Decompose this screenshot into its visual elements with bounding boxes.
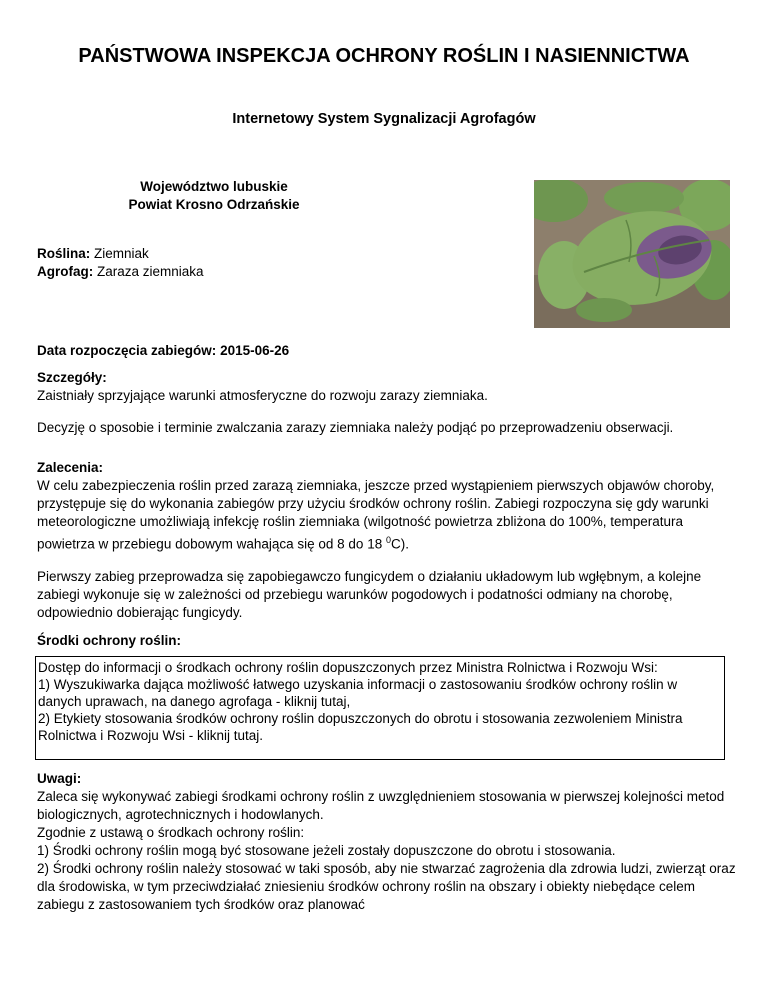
start-date-value: 2015-06-26 (220, 343, 290, 358)
notes-p1: Zaleca się wykonywać zabiegi środkami ochrony roślin z uwzględnieniem stosowania w pierwszej kolejności metod biologicznych, agrotechnicznych i hodowlanych. (37, 789, 725, 822)
plant-label: Roślina: (37, 246, 91, 261)
county: Powiat Krosno Odrzańskie (128, 197, 300, 212)
recommendations-p1-end: C). (391, 536, 409, 552)
potato-leaf-photo (534, 180, 730, 328)
degree-sup: 0 (385, 535, 391, 545)
plant-value: Ziemniak (94, 246, 149, 261)
notes-section (37, 770, 737, 914)
notes-heading: Uwagi: (37, 771, 82, 786)
voivodeship: Województwo lubuskie (140, 179, 288, 194)
page-title: PAŃSTWOWA INSPEKCJA OCHRONY ROŚLIN I NASIENNICTWA (78, 45, 690, 67)
pest-label: Agrofag: (37, 264, 94, 279)
details-heading: Szczegóły: (37, 370, 107, 385)
recommendations-p2: Pierwszy zabieg przeprowadza się zapobiegawczo fungicydem o działaniu układowym lub wgłębnym, a kolejne zabiegi wykonuje się w zależności od przebiegu warunków pogodowych i podatności odmiany na chorobę, odpowiednio dobierając fungicydy. (37, 568, 702, 620)
recommendations-p1-text: W celu zabezpieczenia roślin przed zarazą ziemniaka, jeszcze przed wystąpieniem pierwszych objawów choroby, przystępuje się do wykonania zabiegów przy użyciu środków ochrony roślin. Zabiegi rozpoczyna się gdy warunki meteorologiczne umożliwiają infekcję roślin ziemniaka (wilgotność powietrza zbliżona do 100%, temperatura powietrza w przebiegu dobowym wahająca się od 8 do 18 (37, 478, 715, 552)
recommendations-heading: Zalecenia: (37, 460, 104, 475)
region-block (84, 178, 344, 214)
recommendations-section (37, 459, 737, 622)
ppp-box (35, 656, 725, 760)
pest-value: Zaraza ziemniaka (97, 264, 204, 279)
details-p2: Decyzję o sposobie i terminie zwalczania zarazy ziemniaka należy podjąć po przeprowadzeniu obserwacji. (37, 420, 674, 435)
system-subtitle: Internetowy System Sygnalizacji Agrofagów (232, 111, 536, 127)
ppp-heading: Środki ochrony roślin: (37, 633, 182, 648)
start-date (37, 342, 289, 360)
recommendations-p1 (37, 477, 737, 554)
details-section (37, 369, 737, 437)
notes-p2: Zgodnie z ustawą o środkach ochrony roślin: (37, 825, 305, 840)
ppp-labels-link[interactable]: 2) Etykiety stosowania środków ochrony roślin dopuszczonych do obrotu i stosowania zezwoleniem Ministra Rolnictwa i Rozwoju Wsi - kliknij tutaj. (38, 711, 683, 743)
notes-p3: 1) Środki ochrony roślin mogą być stosowane jeżeli zostały dopuszczone do obrotu i stosowania. (37, 843, 616, 858)
ppp-search-link[interactable]: 1) Wyszukiwarka dająca możliwość łatwego uzyskania informacji o zastosowaniu środków ochrony roślin w danych uprawach, na danego agrofaga - kliknij tutaj, (38, 677, 678, 709)
ppp-intro: Dostęp do informacji o środkach ochrony roślin dopuszczonych przez Ministra Rolnictwa i Rozwoju Wsi: (38, 660, 658, 675)
plant-info (37, 245, 204, 281)
details-p1: Zaistniały sprzyjające warunki atmosferyczne do rozwoju zarazy ziemniaka. (37, 388, 488, 403)
start-date-label: Data rozpoczęcia zabiegów: (37, 343, 217, 358)
notes-p4: 2) Środki ochrony roślin należy stosować w taki sposób, aby nie stwarzać zagrożenia dla zdrowia ludzi, zwierząt oraz dla środowiska, w tym przeciwdziałać zniesieniu środków ochrony roślin na obszary i obiekty niebędące celem zabiegu z zastosowaniem tych środków oraz planować (37, 861, 736, 912)
